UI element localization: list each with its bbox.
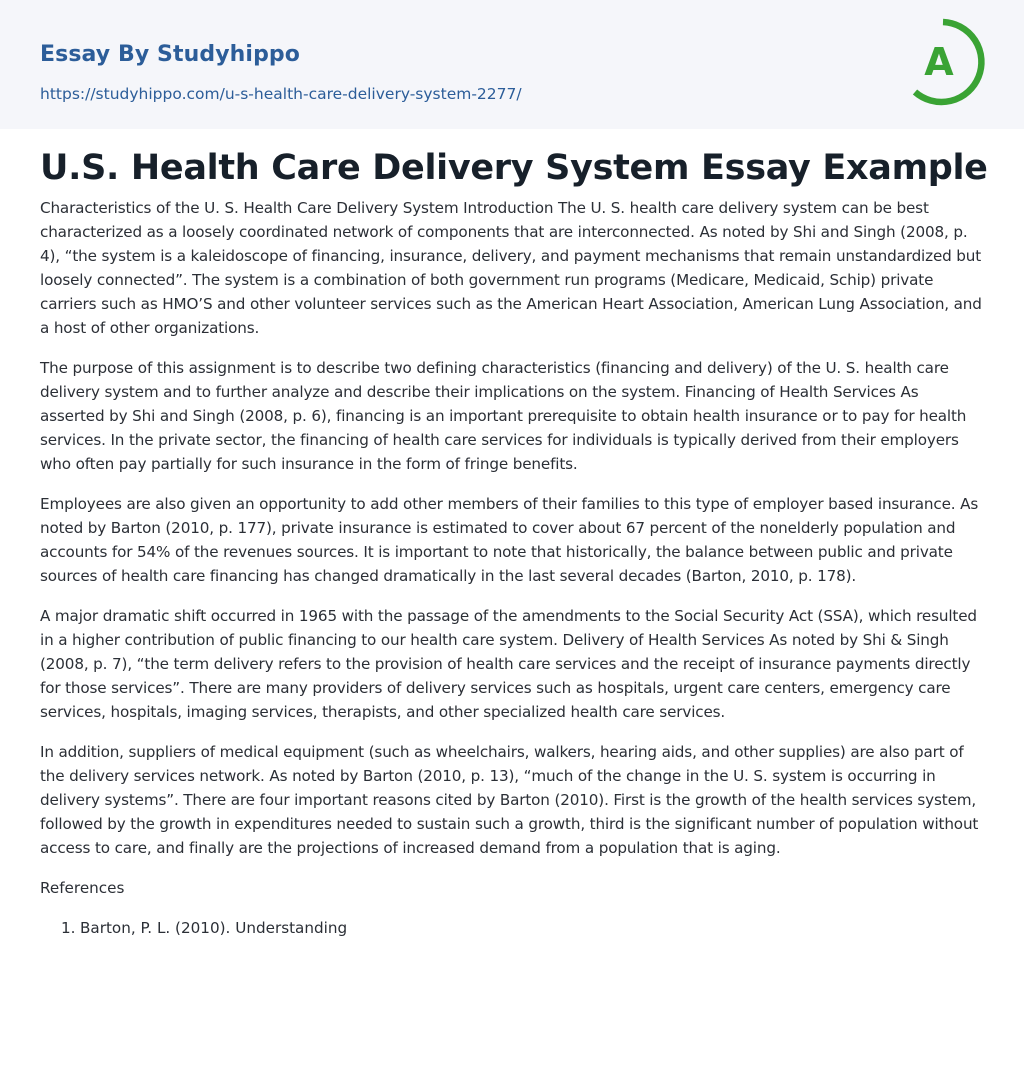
logo-letter: A [924,40,954,84]
article-paragraph: The purpose of this assignment is to describe two defining characteristics (financing and delivery) of the U. S. health care delivery system and to further analyze and describe their implications on the system. Financing of Health Services As asserted by Shi and Singh (2008, p. 6), financing is an important prerequisite to obtain health insurance or to pay for health services. In the private sector, the financing of health care services for individuals is typically derived from their employers who often pay partially for such insurance in the form of fringe benefits. [40,359,967,473]
article-paragraph: Employees are also given an opportunity to add other members of their families to this type of employer based insurance. As noted by Barton (2010, p. 177), private insurance is estimated to cover about 67 percent of the nonelderly population and accounts for 54% of the revenues sources. It is important to note that historically, the balance between public and private sources of health care financing has changed dramatically in the last several decades (Barton, 2010, p. 178). [40,495,979,585]
references-list [40,916,984,940]
page-title: U.S. Health Care Delivery System Essay Example [40,148,988,188]
reference-item [40,916,984,940]
site-title[interactable]: Essay By Studyhippo [40,42,300,67]
essay-url-link[interactable]: https://studyhippo.com/u-s-health-care-delivery-system-2277/ [40,85,522,103]
article-paragraph: A major dramatic shift occurred in 1965 with the passage of the amendments to the Social Security Act (SSA), which resulted in a higher contribution of public financing to our health care system. Delivery of Health Services As noted by Shi & Singh (2008, p. 7), “the term delivery refers to the provision of health care services and the receipt of insurance payments directly for those services”. There are many providers of delivery services such as hospitals, urgent care centers, emergency care services, hospitals, imaging services, therapists, and other specialized health care services. [40,607,977,721]
references-heading: References [40,879,125,897]
article-paragraph: Characteristics of the U. S. Health Care Delivery System Introduction The U. S. health care delivery system can be best characterized as a loosely coordinated network of components that are interconnected. As noted by Shi and Singh (2008, p. 4), “the system is a kaleidoscope of financing, insurance, delivery, and payment mechanisms that remain unstandardized but loosely connected”. The system is a combination of both government run programs (Medicare, Medicaid, Schip) private carriers such as HMO’S and other volunteer services such as the American Heart Association, American Lung Association, and a host of other organizations. [40,199,982,337]
reference-number: 1. [61,919,76,937]
article-body [40,144,988,940]
article-paragraph: In addition, suppliers of medical equipment (such as wheelchairs, walkers, hearing aids, and other supplies) are also part of the delivery services network. As noted by Barton (2010, p. 13), “much of the change in the U. S. system is occurring in delivery systems”. There are four important reasons cited by Barton (2010). First is the growth of the health services system, followed by the growth in expenditures needed to sustain such a growth, third is the significant number of population without access to care, and finally are the projections of increased demand from a population that is aging. [40,743,979,857]
reference-text: Barton, P. L. (2010). Understanding [80,919,348,937]
site-header [0,0,1024,129]
studyhippo-logo-icon[interactable] [898,18,988,108]
